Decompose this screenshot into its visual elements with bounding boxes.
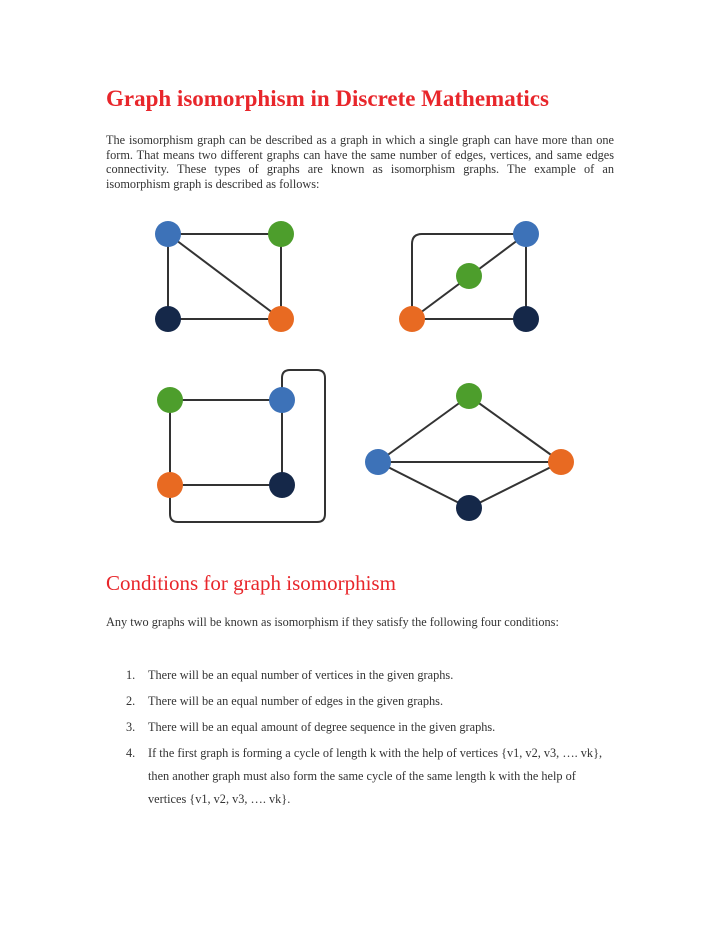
condition-number: 4. bbox=[126, 746, 136, 760]
graph-4-vertex-navy bbox=[456, 495, 482, 521]
graph-3-vertex-blue bbox=[269, 387, 295, 413]
condition-item bbox=[106, 716, 614, 739]
graph-3 bbox=[170, 370, 325, 522]
graph-2-vertex-blue bbox=[513, 221, 539, 247]
graph-1-vertex-navy bbox=[155, 306, 181, 332]
intro-paragraph: The isomorphism graph can be described as a graph in which a single graph can have more than one form. That means two different graphs can have the same number of edges, vertices, and same edges connectivity. These types of graphs are known as isomorphism graphs. The example of an isomorphism graph is described as follows: bbox=[106, 133, 614, 191]
graph-4-vertex-orange bbox=[548, 449, 574, 475]
graph-1-vertex-green bbox=[268, 221, 294, 247]
condition-text: There will be an equal amount of degree sequence in the given graphs. bbox=[148, 720, 496, 734]
graph-1 bbox=[168, 234, 281, 319]
graph-2-vertices bbox=[399, 221, 539, 332]
conditions-intro-paragraph: Any two graphs will be known as isomorphism if they satisfy the following four conditions: bbox=[106, 615, 559, 629]
condition-text: There will be an equal number of edges in the given graphs. bbox=[148, 694, 444, 708]
graph-1-edge bbox=[168, 234, 281, 319]
graph-3-vertex-green bbox=[157, 387, 183, 413]
graph-3-vertex-orange bbox=[157, 472, 183, 498]
graph-2-vertex-green bbox=[456, 263, 482, 289]
condition-number: 3. bbox=[126, 720, 136, 734]
condition-item bbox=[106, 742, 614, 811]
graph-4-edge bbox=[469, 462, 561, 508]
graph-1-vertex-orange bbox=[268, 306, 294, 332]
graph-4-vertices bbox=[365, 383, 574, 521]
graph-4 bbox=[378, 396, 561, 508]
graph-3-vertex-navy bbox=[269, 472, 295, 498]
graph-2-vertex-navy bbox=[513, 306, 539, 332]
graph-4-edge bbox=[469, 396, 561, 462]
graph-3-vertices bbox=[157, 387, 295, 498]
graph-4-edge bbox=[378, 462, 469, 508]
graph-4-edge bbox=[378, 396, 469, 462]
condition-item bbox=[106, 690, 614, 713]
page-title: Graph isomorphism in Discrete Mathematics bbox=[106, 86, 549, 111]
condition-item bbox=[106, 664, 614, 687]
condition-text: There will be an equal number of vertices in the given graphs. bbox=[148, 668, 454, 682]
graph-3-edge bbox=[170, 370, 325, 522]
condition-number: 1. bbox=[126, 668, 136, 682]
section-title: Conditions for graph isomorphism bbox=[106, 571, 396, 595]
conditions-list bbox=[106, 664, 614, 814]
graph-4-vertex-green bbox=[456, 383, 482, 409]
graph-4-vertex-blue bbox=[365, 449, 391, 475]
graph-2-vertex-orange bbox=[399, 306, 425, 332]
graph-1-vertex-blue bbox=[155, 221, 181, 247]
condition-text: If the first graph is forming a cycle of length k with the help of vertices {v1, v2, v3, …. vk}, then another graph must also form the same cycle of the same length k with the help of vertices {v1, v2, v3, …. vk}. bbox=[148, 746, 603, 806]
condition-number: 2. bbox=[126, 694, 136, 708]
